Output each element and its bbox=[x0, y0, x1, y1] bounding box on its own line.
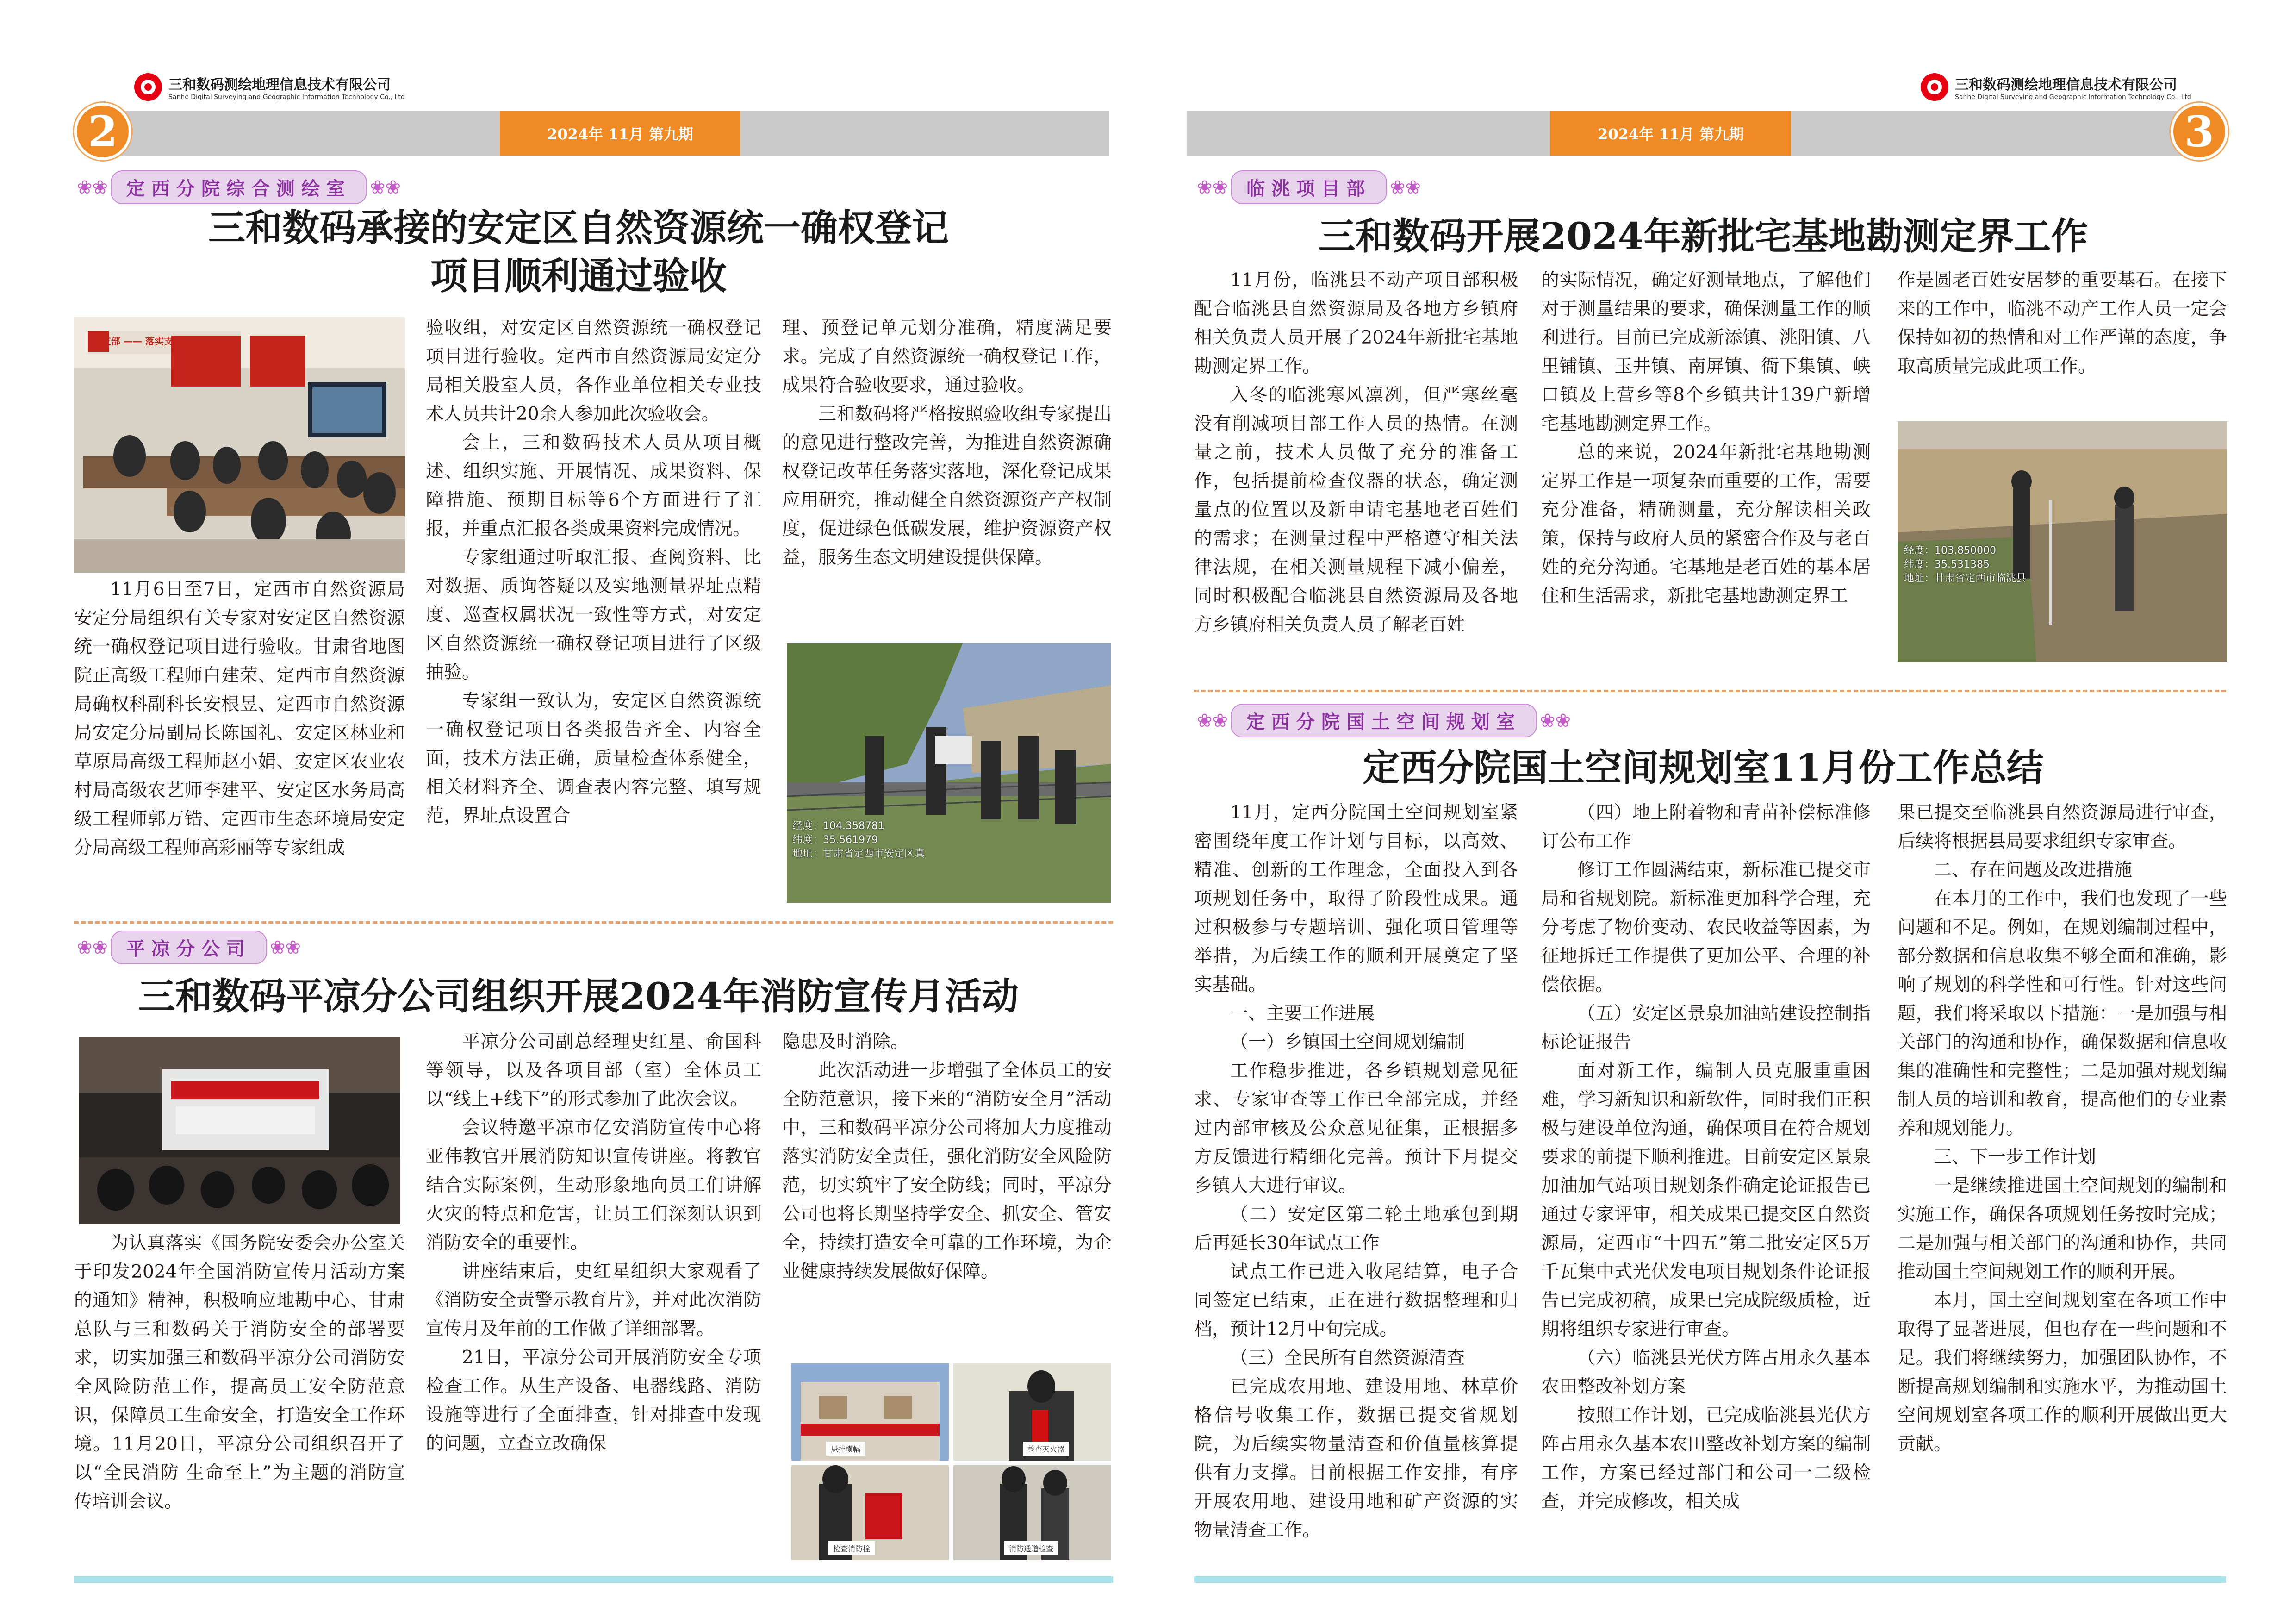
paragraph: 总的来说，2024年新批宅基地勘测定界工作是一项复杂而重要的工作，需要充分准备，精确测量，充分解读相关政策，保持与政府人员的紧密合作及与老百姓的充分沟通。宅基地是老百姓的基本居住和生活需求，新批宅基地勘测定界工 bbox=[1541, 442, 1871, 606]
article1-title-line1: 三和数码承接的安定区自然资源统一确权登记 bbox=[208, 206, 949, 250]
flower-icon: ❀❀ bbox=[1540, 710, 1571, 731]
company-name-en: Sanhe Digital Surveying and Geographic Information Technology Co., Ltd bbox=[1955, 94, 2191, 101]
photo-hydrant-check bbox=[791, 1465, 949, 1560]
article3-title: 三和数码开展2024年新批宅基地勘测定界工作 bbox=[1318, 214, 2088, 258]
article3-column-1 bbox=[1194, 266, 1518, 669]
paragraph: 11月份，临洮县不动产项目部积极配合临洮县自然资源局及各地方乡镇府相关负责人员开展了2024年新批宅基地勘测定界工作。 bbox=[1194, 270, 1518, 377]
meeting-photo bbox=[74, 317, 405, 573]
paragraph: 在本月的工作中，我们也发现了一些问题和不足。例如，在规划编制过程中，部分数据和信息收集不够全面和准确，影响了规划的科学性和可行性。针对这些问题，我们将采取以下措施：一是加强与相关部门的沟通和协作，确保数据和信息收集的准确性和完整性；二是加强对规划编制人员的培训和教育，提高他们的专业素养和规划能力。 bbox=[1898, 888, 2227, 1139]
paragraph: 验收组，对安定区自然资源统一确权登记项目进行验收。定西市自然资源局安定分局相关股室人员，各作业单位相关专业技术人员共计20余人参加此次验收会。 bbox=[426, 318, 761, 425]
photo-banner-hanging bbox=[791, 1363, 949, 1461]
section-divider-left bbox=[74, 921, 1113, 924]
geo-stamp bbox=[1904, 544, 2026, 586]
paragraph: （三）全民所有自然资源清查 bbox=[1230, 1348, 1465, 1368]
company-logo-right bbox=[1921, 73, 2191, 101]
article1-title-line2: 项目顺利通过验收 bbox=[430, 254, 727, 298]
paragraph: 二、存在问题及改进措施 bbox=[1934, 860, 2133, 881]
article3-column-3 bbox=[1898, 266, 2227, 419]
article4-column-2 bbox=[1541, 799, 1871, 1562]
photo-caption: 消防通道检查 bbox=[1004, 1541, 1058, 1555]
paragraph: 的实际情况，确定好测量地点，了解他们对于测量结果的要求，确保测量工作的顺利进行。目前已完成新添镇、洮阳镇、八里铺镇、玉井镇、南屏镇、衙下集镇、峡口镇及上营乡等8个乡镇共计139户新增宅基地勘测定界工作。 bbox=[1541, 270, 1871, 434]
paragraph: 已完成农用地、建设用地、林草价格信号收集工作，数据已提交省规划院，为后续实物量清查和价值量核算提供有力支撑。目前根据工作安排，有序开展农用地、建设用地和矿产资源的实物量清查工作。 bbox=[1194, 1376, 1518, 1541]
section-label-text: 定西分院国土空间规划室 bbox=[1231, 704, 1537, 737]
footer-bar-left bbox=[74, 1576, 1113, 1583]
lecture-photo bbox=[79, 1037, 400, 1224]
paragraph: （五）安定区景泉加油站建设控制指标论证报告 bbox=[1541, 1003, 1871, 1053]
paragraph: 会上，三和数码技术人员从项目概述、组织实施、开展情况、成果资料、保障措施、预期目标等6个方面进行了汇报，并重点汇报各类成果资料完成情况。 bbox=[426, 432, 761, 539]
geo-address: 地址：甘肃省定西市安定区真 bbox=[792, 848, 925, 860]
paragraph: 为认真落实《国务院安委会办公室关于印发2024年全国消防宣传月活动方案的通知》精神，积极响应地勘中心、甘肃总队与三和数码关于消防安全的部署要求，切实加强三和数码平凉分公司消防安全风险防范工作，提高员工安全防范意识，保障员工生命安全，打造安全工作环境。11月20日，平凉分公司组织召开了以“全民消防 生命至上”为主题的消防宣传培训会议。 bbox=[74, 1233, 405, 1512]
paragraph: 平凉分公司副总经理史红星、俞国科等领导，以及各项目部（室）全体员工以“线上+线下”的形式参加了此次会议。 bbox=[426, 1031, 761, 1110]
article2-column-1 bbox=[74, 1229, 405, 1562]
paragraph: 本月，国土空间规划室在各项工作中取得了显著进展，但也存在一些问题和不足。我们将继续努力，加强团队协作，不断提高规划编制和实施水平，为推动国土空间规划室各项工作的顺利开展做出更大贡献。 bbox=[1898, 1290, 2227, 1455]
paragraph: （二）安定区第二轮土地承包到期后再延长30年试点工作 bbox=[1194, 1204, 1518, 1254]
footer-bar-right bbox=[1194, 1576, 2226, 1583]
paragraph: 面对新工作，编制人员克服重重困难，学习新知识和新软件，同时我们正积极与建设单位沟通，确保项目在符合规划要求的前提下顺利推进。目前安定区景泉加油加气站项目规划条件确定论证报告已通过专家评审，相关成果已提交区自然资源局，定西市“十四五”第二批安定区5万千瓦集中式光伏发电项目规划条件论证报告已完成初稿，成果已完成院级质检，近期将组织专家进行审查。 bbox=[1541, 1061, 1871, 1340]
paragraph: 11月，定西分院国土空间规划室紧密围绕年度工作计划与目标，以高效、精准、创新的工作理念，全面投入到各项规划任务中，取得了阶段性成果。通过积极参与专题培训、强化项目管理等举措，为后续工作的顺利开展奠定了坚实基础。 bbox=[1194, 802, 1518, 995]
geo-stamp bbox=[792, 819, 925, 861]
paragraph: 工作稳步推进，各乡镇规划意见征求、专家审查等工作已全部完成，并经过内部审核及公众意见征集，正根据多方反馈进行精细化完善。预计下月提交乡镇人大进行审议。 bbox=[1194, 1061, 1518, 1196]
section-divider-right bbox=[1194, 690, 2226, 692]
article1-title bbox=[69, 204, 1088, 300]
section-label-lintao bbox=[1194, 170, 1424, 204]
article1-column-3 bbox=[782, 314, 1112, 638]
paragraph: 隐患及时消除。 bbox=[782, 1031, 909, 1052]
paragraph: （四）地上附着物和青苗补偿标准修订公布工作 bbox=[1541, 802, 1871, 852]
photo-banner-text: 今支部 —— 落实支一 讲党建一 行 bbox=[93, 336, 235, 347]
paragraph: 修订工作圆满结束，新标准已提交市局和省规划院。新标准更加科学合理，充分考虑了物价变动、农民收益等因素，为征地拆迁工作提供了更加公平、合理的补偿依据。 bbox=[1541, 860, 1871, 995]
paragraph: 三、下一步工作计划 bbox=[1934, 1147, 2097, 1168]
logo-icon bbox=[1921, 73, 1948, 101]
company-logo-left bbox=[134, 73, 405, 101]
photo-caption: 检查消防栓 bbox=[828, 1541, 875, 1555]
section-label-text: 定西分院综合测绘室 bbox=[111, 170, 367, 204]
article1-column-2 bbox=[426, 314, 761, 909]
geo-address: 地址：甘肃省定西市临洮县 bbox=[1904, 573, 2027, 584]
paragraph: 作是圆老百姓安居梦的重要基石。在接下来的工作中，临洮不动产工作人员一定会保持如初的热情和对工作严谨的态度，争取高质量完成此项工作。 bbox=[1898, 270, 2227, 377]
article2-column-2 bbox=[426, 1028, 761, 1560]
issue-badge-left: 2024年 11月 第九期 bbox=[500, 111, 740, 156]
page-number-right: 3 bbox=[2171, 103, 2228, 160]
article4-column-1 bbox=[1194, 799, 1518, 1562]
paragraph: 此次活动进一步增强了全体员工的安全防范意识，接下来的“消防安全月”活动中，三和数码平凉分公司将加大力度推动落实消防安全责任，强化消防安全风险防范，切实筑牢了安全防线；同时，平凉分公司也将长期坚持学安全、抓安全、管安全，持续打造安全可靠的工作环境，为企业健康持续发展做好保障。 bbox=[782, 1060, 1112, 1282]
paragraph: （一）乡镇国土空间规划编制 bbox=[1230, 1032, 1465, 1053]
homestead-survey-photo bbox=[1898, 421, 2227, 662]
paragraph: 21日，平凉分公司开展消防安全专项检查工作。从生产设备、电器线路、消防设施等进行了全面排查，针对排查中发现的问题，立查立改确保 bbox=[426, 1347, 761, 1454]
photo-extinguisher-check bbox=[953, 1363, 1111, 1461]
article4-column-3 bbox=[1898, 799, 2227, 1562]
paragraph: 果已提交至临洮县自然资源局进行审查，后续将根据县局要求组织专家审查。 bbox=[1898, 802, 2227, 852]
paragraph: 专家组通过听取汇报、查阅资料、比对数据、质询答疑以及实地测量界址点精度、巡查权属状况一致性等方式，对安定区自然资源统一确权登记项目进行了区级抽验。 bbox=[426, 547, 761, 683]
paragraph: 讲座结束后，史红星组织大家观看了《消防安全责警示教育片》，并对此次消防宣传月及年前的工作做了详细部署。 bbox=[426, 1261, 761, 1339]
photo-caption: 检查灭火器 bbox=[1023, 1442, 1069, 1456]
flower-icon: ❀❀ bbox=[77, 176, 108, 198]
paragraph: 11月6日至7日，定西市自然资源局安定分局组织有关专家对安定区自然资源统一确权登记项目进行验收。甘肃省地图院正高级工程师白建荣、定西市自然资源局确权科副科长安根昱、定西市自然资源局安定分局副局长陈国礼、安定区林业和草原局高级工程师赵小娟、安定区农业农村局高级农艺师李建平、安定区水务局高级工程师郭万锆、定西市生态环境局安定分局高级工程师高彩丽等专家组成 bbox=[74, 579, 405, 858]
paragraph: 三和数码将严格按照验收组专家提出的意见进行整改完善，为推进自然资源确权登记改革任务落实落地，深化登记成果应用研究，推动健全自然资源资产产权制度，促进绿色低碳发展，维护资源资产权益，服务生态文明建设提供保障。 bbox=[782, 404, 1112, 568]
paragraph: 按照工作计划，已完成临洮县光伏方阵占用永久基本农田整改补划方案的编制工作，方案已经过部门和公司一二级检查，并完成修改，相关成 bbox=[1541, 1405, 1871, 1512]
section-label-text: 平凉分公司 bbox=[111, 931, 267, 964]
section-label-pingliang bbox=[74, 931, 304, 964]
flower-icon: ❀❀ bbox=[1197, 176, 1228, 198]
paragraph: （六）临洮县光伏方阵占用永久基本农田整改补划方案 bbox=[1541, 1348, 1871, 1397]
article2-title: 三和数码平凉分公司组织开展2024年消防宣传月活动 bbox=[138, 974, 1019, 1018]
section-label-dingxi-survey bbox=[74, 170, 404, 204]
field-inspection-photo bbox=[787, 643, 1111, 903]
geo-longitude: 经度：103.850000 bbox=[1904, 545, 1996, 556]
company-name-cn: 三和数码测绘地理信息技术有限公司 bbox=[1955, 77, 2177, 93]
company-name-en: Sanhe Digital Surveying and Geographic Information Technology Co., Ltd bbox=[168, 94, 405, 101]
paragraph: 理、预登记单元划分准确，精度满足要求。完成了自然资源统一确权登记工作，成果符合验收要求，通过验收。 bbox=[782, 318, 1112, 396]
paragraph: 一是继续推进国土空间规划的编制和实施工作，确保各项规划任务按时完成；二是加强与相关部门的沟通和协作，共同推动国土空间规划工作的顺利开展。 bbox=[1898, 1175, 2227, 1282]
paragraph: 会议特邀平凉市亿安消防宣传中心将亚伟教官开展消防知识宣传讲座。将教官结合实际案例，生动形象地向员工们讲解火灾的特点和危害，让员工们深刻认识到消防安全的重要性。 bbox=[426, 1118, 761, 1253]
flower-icon: ❀❀ bbox=[1390, 176, 1421, 198]
article2-column-3 bbox=[782, 1028, 1112, 1361]
flower-icon: ❀❀ bbox=[370, 176, 401, 198]
flower-icon: ❀❀ bbox=[270, 937, 301, 958]
geo-latitude: 纬度：35.561979 bbox=[792, 834, 878, 846]
article1-column-1 bbox=[74, 575, 405, 909]
issue-badge-right: 2024年 11月 第九期 bbox=[1550, 111, 1791, 156]
logo-icon bbox=[134, 73, 162, 101]
geo-longitude: 经度：104.358781 bbox=[792, 820, 884, 832]
flower-icon: ❀❀ bbox=[77, 937, 108, 958]
article3-column-2 bbox=[1541, 266, 1871, 669]
paragraph: 专家组一致认为，安定区自然资源统一确权登记项目各类报告齐全、内容全面，技术方法正确，质量检查体系健全，相关材料齐全、调查表内容完整、填写规范，界址点设置合 bbox=[426, 691, 761, 826]
page-number-left: 2 bbox=[74, 103, 131, 160]
company-name-cn: 三和数码测绘地理信息技术有限公司 bbox=[168, 77, 391, 93]
article4-title: 定西分院国土空间规划室11月份工作总结 bbox=[1363, 746, 2044, 789]
paragraph: 一、主要工作进展 bbox=[1230, 1003, 1375, 1024]
geo-latitude: 纬度：35.531385 bbox=[1904, 559, 1990, 570]
photo-caption: 悬挂横幅 bbox=[826, 1442, 865, 1456]
section-label-planning bbox=[1194, 704, 1574, 737]
photo-exit-check bbox=[953, 1465, 1111, 1560]
paragraph: 入冬的临洮寒风凛冽，但严寒丝毫没有削减项目部工作人员的热情。在测量之前，技术人员做了充分的准备工作，包括提前检查仪器的状态，确定测量点的位置以及新申请宅基地老百姓们的需求；在测量过程中严格遵守相关法律法规，在相关测量规程下减小偏差，同时积极配合临洮县自然资源局及各地方乡镇府相关负责人员了解老百姓 bbox=[1194, 385, 1518, 635]
section-label-text: 临洮项目部 bbox=[1231, 170, 1387, 204]
paragraph: 试点工作已进入收尾结算，电子合同签定已结束，正在进行数据整理和归档，预计12月中旬完成。 bbox=[1194, 1262, 1518, 1340]
flower-icon: ❀❀ bbox=[1197, 710, 1228, 731]
